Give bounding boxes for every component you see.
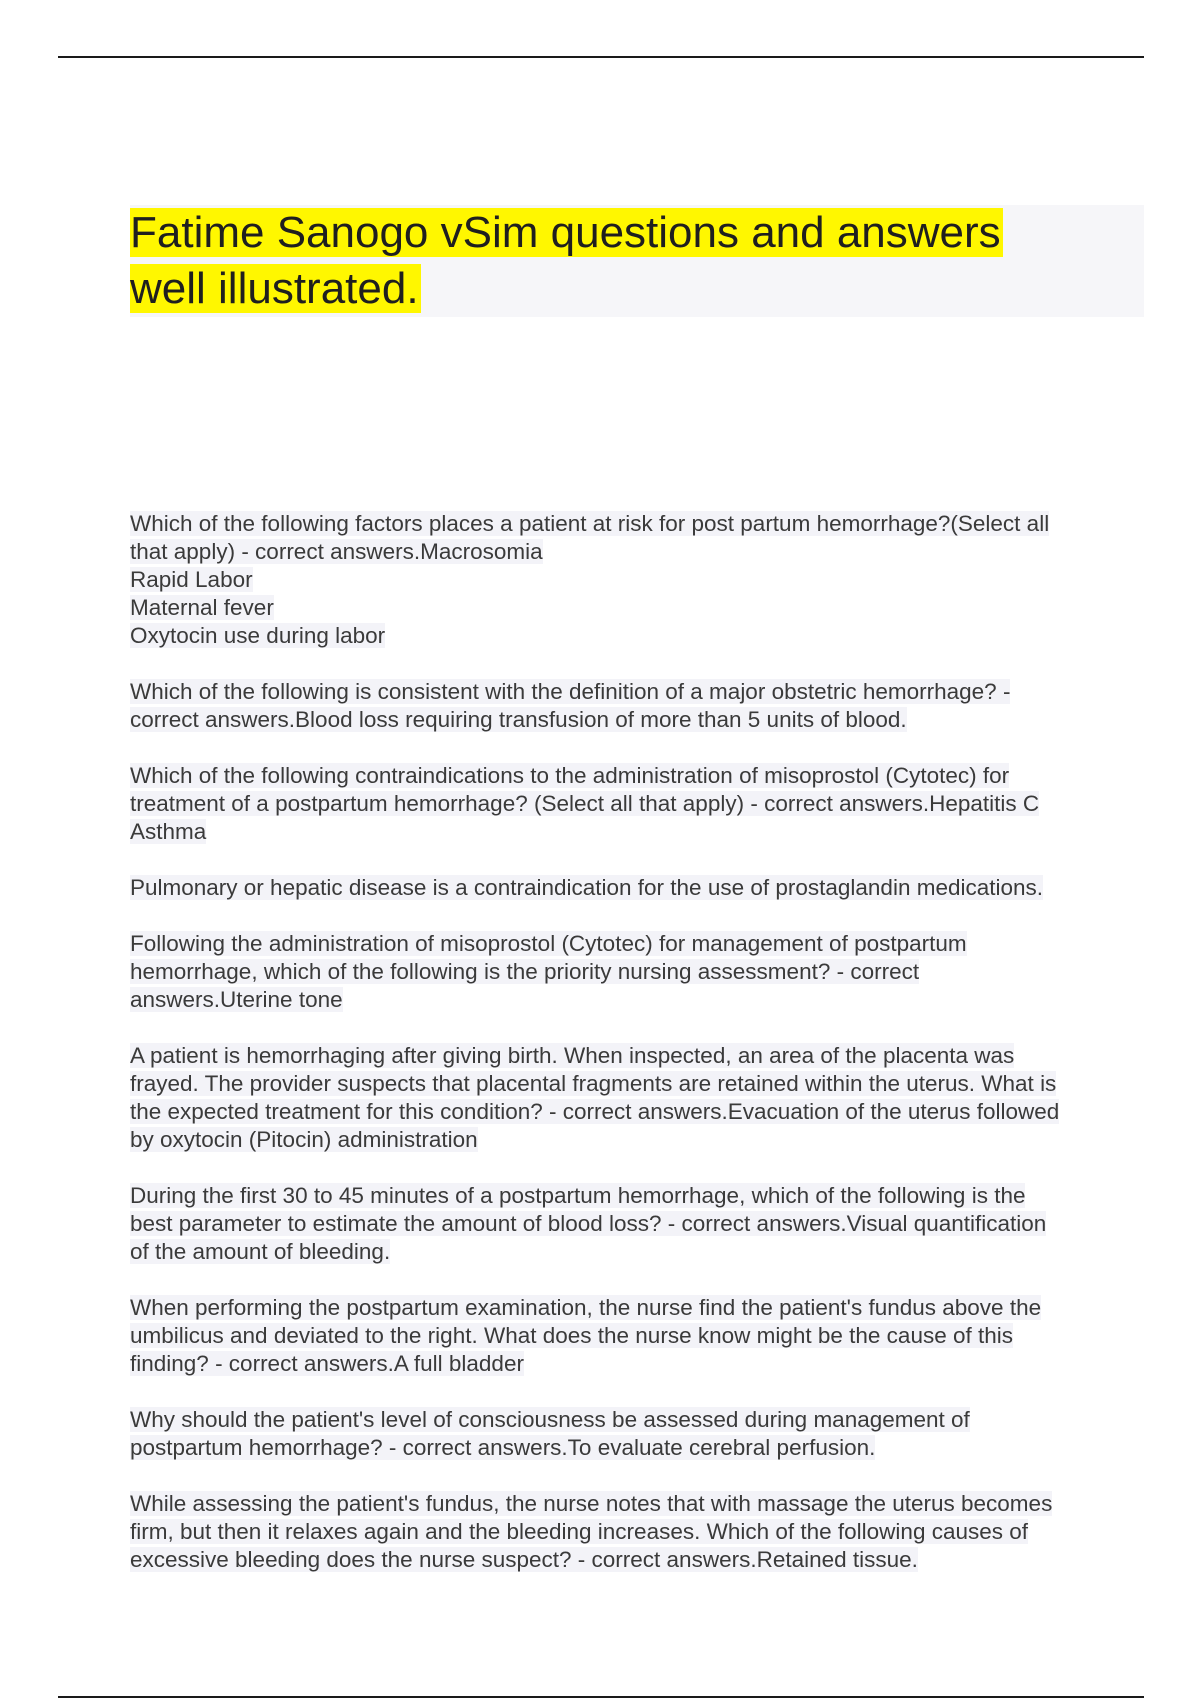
qa-line: umbilicus and deviated to the right. What does the nurse know might be the cause of this (130, 1323, 1014, 1348)
qa-line: the expected treatment for this condition? - correct answers.Evacuation of the uterus followed (130, 1099, 1060, 1124)
qa-entry (130, 510, 1140, 650)
qa-line: frayed. The provider suspects that placental fragments are retained within the uterus. What is (130, 1071, 1057, 1096)
document-title (130, 205, 1144, 317)
qa-line: Why should the patient's level of consciousness be assessed during management of (130, 1407, 970, 1432)
qa-line: While assessing the patient's fundus, the nurse notes that with massage the uterus becomes (130, 1491, 1053, 1516)
title-block (130, 205, 1144, 317)
qa-line: When performing the postpartum examination, the nurse find the patient's fundus above the (130, 1295, 1042, 1320)
qa-line: A patient is hemorrhaging after giving birth. When inspected, an area of the placenta was (130, 1043, 1015, 1068)
qa-entry (130, 762, 1140, 846)
qa-line: of the amount of bleeding. (130, 1239, 391, 1264)
top-rule (58, 56, 1144, 58)
qa-entry (130, 678, 1140, 734)
qa-line: correct answers.Blood loss requiring transfusion of more than 5 units of blood. (130, 707, 907, 732)
qa-line: postpartum hemorrhage? - correct answers.To evaluate cerebral perfusion. (130, 1435, 876, 1460)
qa-entry (130, 1490, 1140, 1574)
qa-line: Pulmonary or hepatic disease is a contraindication for the use of prostaglandin medications. (130, 875, 1044, 900)
bottom-rule (58, 1696, 1144, 1698)
qa-line: Oxytocin use during labor (130, 623, 386, 648)
qa-line: firm, but then it relaxes again and the bleeding increases. Which of the following causes of (130, 1519, 1029, 1544)
qa-line: Asthma (130, 819, 207, 844)
qa-entry (130, 1182, 1140, 1266)
qa-line: During the first 30 to 45 minutes of a postpartum hemorrhage, which of the following is the (130, 1183, 1026, 1208)
qa-line: hemorrhage, which of the following is the priority nursing assessment? - correct (130, 959, 920, 984)
qa-entry (130, 1406, 1140, 1462)
qa-list (130, 510, 1140, 1602)
qa-line: Maternal fever (130, 595, 274, 620)
qa-line: best parameter to estimate the amount of blood loss? - correct answers.Visual quantification (130, 1211, 1047, 1236)
qa-entry (130, 874, 1140, 902)
qa-line: that apply) - correct answers.Macrosomia (130, 539, 543, 564)
qa-line: Rapid Labor (130, 567, 253, 592)
qa-line: excessive bleeding does the nurse suspect? - correct answers.Retained tissue. (130, 1547, 918, 1572)
qa-line: treatment of a postpartum hemorrhage? (Select all that apply) - correct answers.Hepatitis C (130, 791, 1040, 816)
qa-line: Which of the following is consistent with the definition of a major obstetric hemorrhage? - (130, 679, 1011, 704)
qa-line: answers.Uterine tone (130, 987, 343, 1012)
qa-line: by oxytocin (Pitocin) administration (130, 1127, 478, 1152)
title-line: well illustrated. (130, 264, 419, 313)
qa-line: Which of the following factors places a patient at risk for post partum hemorrhage?(Select all (130, 511, 1050, 536)
qa-entry (130, 1042, 1140, 1154)
qa-entry (130, 930, 1140, 1014)
qa-line: Following the administration of misoprostol (Cytotec) for management of postpartum (130, 931, 967, 956)
title-line: Fatime Sanogo vSim questions and answers (130, 208, 1001, 257)
qa-line: finding? - correct answers.A full bladder (130, 1351, 524, 1376)
qa-entry (130, 1294, 1140, 1378)
qa-line: Which of the following contraindications to the administration of misoprostol (Cytotec) for (130, 763, 1010, 788)
